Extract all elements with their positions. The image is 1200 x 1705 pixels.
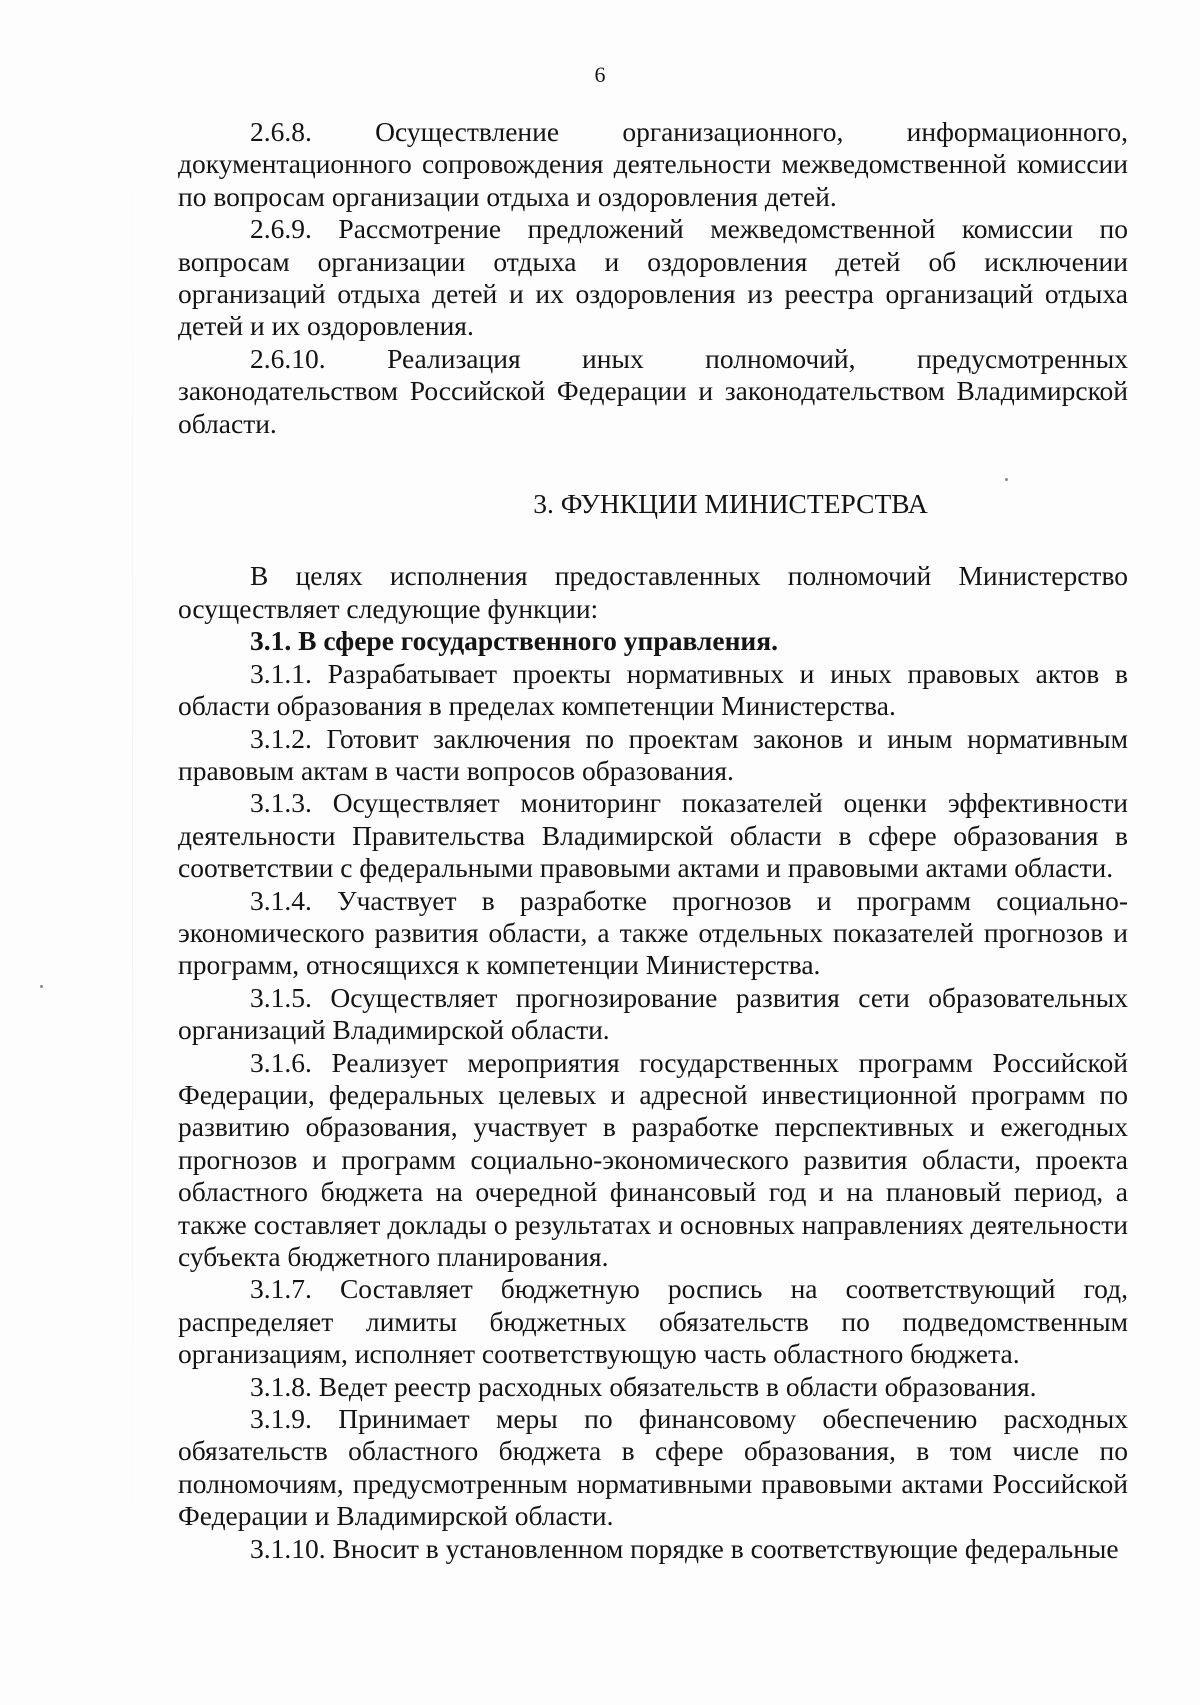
paragraph-2-6-9: 2.6.9. Рассмотрение предложений межведомственной комиссии по вопросам организации отдыха и оздоровления детей об исключении организаций отдыха детей и их оздоровления из реестра организаций отдыха детей и их оздоровления. — [178, 213, 1128, 342]
item-3-1-6: 3.1.6. Реализует мероприятия государственных программ Российской Федерации, федеральных целевых и адресной инвестиционной программ по развитию образования, участвует в разработке перспективных и ежегодных прогнозов и программ социально-экономического развития области, проекта областного бюджета на очередной финансовый год и на плановый период, а также составляет доклады о результатах и основных направлениях деятельности субъекта бюджетного планирования. — [178, 1046, 1128, 1272]
subsection-title: 3.1. В сфере государственного управления. — [250, 625, 779, 657]
document-body — [178, 116, 1128, 1565]
item-3-1-4: 3.1.4. Участвует в разработке прогнозов и программ социально-экономического развития области, а также отдельных показателей прогнозов и программ, относящихся к компетенции Министерства. — [178, 884, 1128, 981]
scan-speck — [40, 985, 43, 988]
paragraph-2-6-8: 2.6.8. Осуществление организационного, информационного, документационного сопровождения деятельности межведомственной комиссии по вопросам организации отдыха и оздоровления детей. — [178, 116, 1128, 212]
item-3-1-1: 3.1.1. Разрабатывает проекты нормативных и иных правовых актов в области образования в пределах компетенции Министерства. — [178, 657, 1128, 722]
item-3-1-8: 3.1.8. Ведет реестр расходных обязательств в области образования. — [250, 1370, 1037, 1402]
item-3-1-10: 3.1.10. Вносит в установленном порядке в соответствующие федеральные — [250, 1532, 1119, 1564]
paragraph-2-6-10: 2.6.10. Реализация иных полномочий, предусмотренных законодательством Российской Федерации и законодательством Владимирской области. — [178, 342, 1128, 439]
section-title: 3. ФУНКЦИИ МИНИСТЕРСТВА — [533, 488, 928, 520]
item-3-1-7: 3.1.7. Составляет бюджетную роспись на соответствующий год, распределяет лимиты бюджетных обязательств по подведомственным организациям, исполняет соответствующую часть областного бюджета. — [178, 1273, 1128, 1370]
item-3-1-9: 3.1.9. Принимает меры по финансовому обеспечению расходных обязательств областного бюджета в сфере образования, в том числе по полномочиям, предусмотренным нормативными правовыми актами Российской Федерации и Владимирской области. — [178, 1403, 1128, 1532]
page-number: 6 — [594, 62, 606, 87]
section-intro: В целях исполнения предоставленных полномочий Министерство осуществляет следующие функции: — [178, 560, 1128, 624]
item-3-1-3: 3.1.3. Осуществляет мониторинг показателей оценки эффективности деятельности Правительства Владимирской области в сфере образования в соответствии с федеральными правовыми актами и правовыми актами области. — [178, 787, 1128, 884]
item-3-1-5: 3.1.5. Осуществляет прогнозирование развития сети образовательных организаций Владимирской области. — [178, 981, 1128, 1046]
scan-shadow — [132, 60, 133, 1640]
item-3-1-2: 3.1.2. Готовит заключения по проектам законов и иным нормативным правовым актам в части вопросов образования. — [178, 722, 1128, 786]
